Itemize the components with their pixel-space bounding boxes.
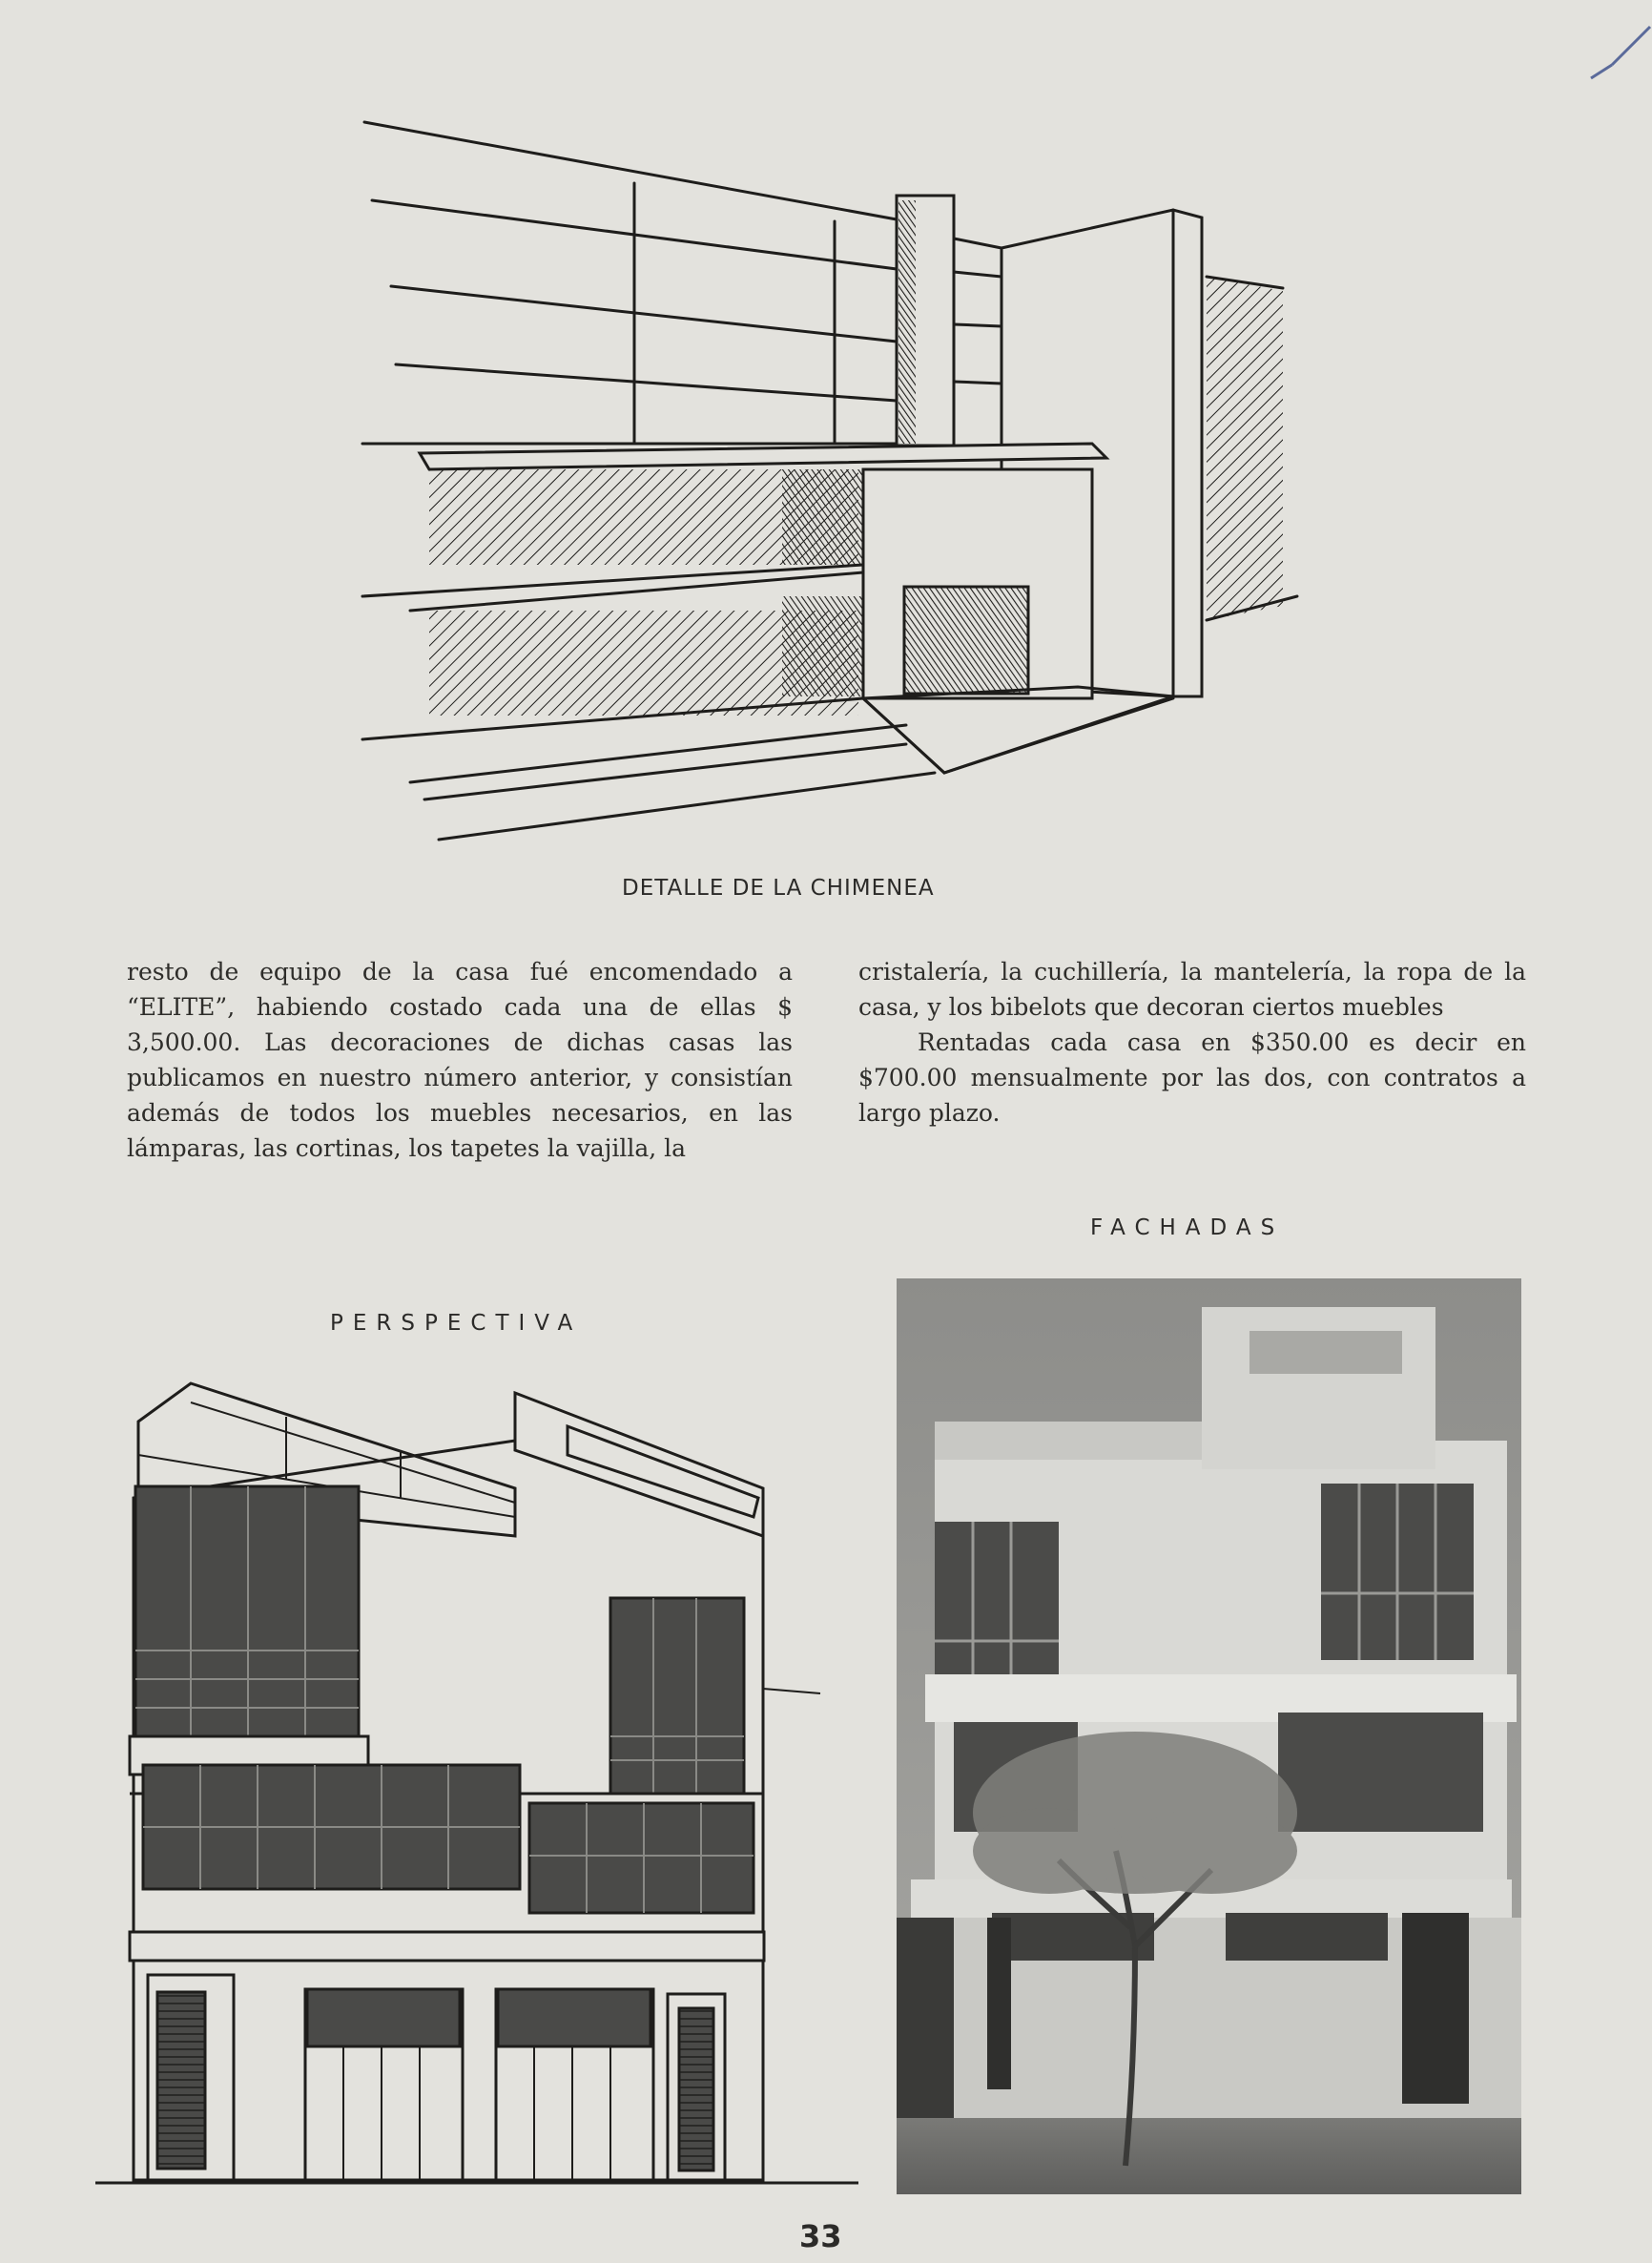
fireplace-caption: DETALLE DE LA CHIMENEA — [622, 876, 935, 901]
page-number: 33 — [799, 2218, 842, 2254]
perspective-caption: PERSPECTIVA — [330, 1311, 583, 1336]
text-column-left — [127, 954, 793, 1166]
fireplace-drawing — [353, 114, 1297, 859]
facades-photograph — [897, 1278, 1521, 2194]
text-column-right — [858, 954, 1526, 1131]
perspective-drawing — [95, 1374, 858, 2194]
facades-caption: FACHADAS — [1090, 1215, 1285, 1240]
right-column-paragraph-1: cristalería, la cuchillería, la mantelería, la ropa de la casa, y los bibelots que decoran ciertos muebles — [858, 958, 1526, 1021]
left-column-paragraph: resto de equipo de la casa fué encomendado a “ELITE”, habiendo costado cada una de ellas $ 3,500.00. Las decoraciones de dichas casas las publicamos en nuestro número anterior, y consistían además de todos los muebles necesarios, en las lámparas, las cortinas, los tapetes la vajilla, la — [127, 958, 793, 1162]
right-column-paragraph-2: Rentadas cada casa en $350.00 es decir en $700.00 mensualmente por las dos, con contratos a largo plazo. — [858, 1028, 1526, 1127]
pencil-check-mark — [1583, 19, 1652, 86]
